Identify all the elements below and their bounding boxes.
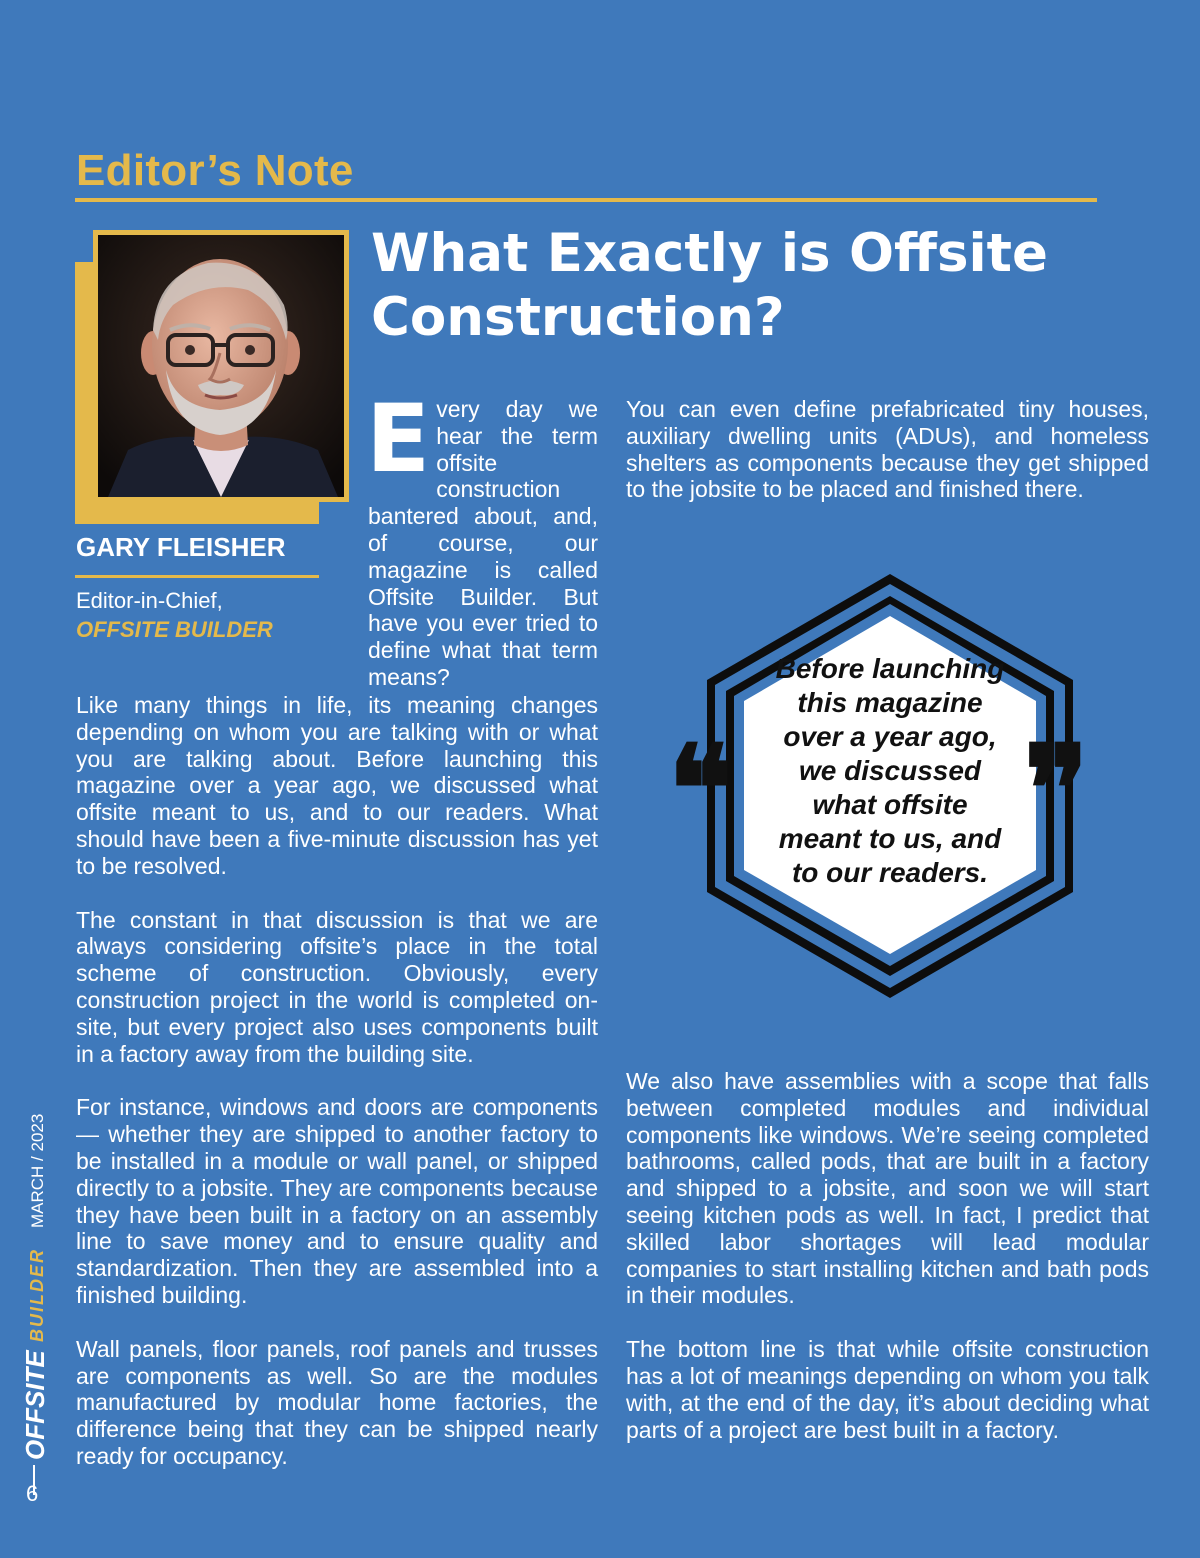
intro-paragraph bbox=[366, 385, 598, 691]
footer-sidebar bbox=[14, 1110, 54, 1510]
drop-cap: E bbox=[366, 385, 431, 494]
author-portrait-icon bbox=[98, 235, 344, 497]
author-photo bbox=[98, 235, 344, 497]
paragraph-1: very day we hear the term offsite construction bantered about, and, of course, our magazine is called Offsite Builder. But have you ever tried to define what that term means? bbox=[368, 396, 598, 690]
footer-magazine-sub: BUILDER bbox=[27, 1248, 47, 1342]
paragraph-3: The constant in that discussion is that we are always considering offsite’s place in the total scheme of construction. Obviously, every construction project in the world is completed on-site, but every project also uses components built in a factory away from the building site. bbox=[76, 906, 598, 1067]
paragraph-4: For instance, windows and doors are components — whether they are shipped to another factory to be installed in a module or wall panel, or shipped directly to a jobsite. They are components because they have been built in a factory on an assembly line to save money and to ensure quality and standardization. Then they are assembled into a finished building. bbox=[76, 1094, 598, 1308]
pull-quote-text: Before launching this magazine over a year ago, we discussed what offsite meant to us, and to our readers. bbox=[775, 653, 1005, 888]
author-rule bbox=[75, 575, 319, 578]
right-column-bottom bbox=[626, 1068, 1149, 1443]
open-quote-icon: ❝ bbox=[668, 719, 733, 860]
headline-line-2: Construction? bbox=[371, 287, 785, 348]
section-title: Editor’s Note bbox=[76, 146, 354, 195]
paragraph-6: You can even define prefabricated tiny houses, auxiliary dwelling units (ADUs), and homeless shelters as components because they get shipped to the jobsite to be placed and finished there. bbox=[626, 396, 1149, 503]
paragraph-7: We also have assemblies with a scope that falls between completed modules and individual components like windows. We’re seeing completed bathrooms, called pods, that are built in a factory and shipped to a jobsite, and soon we will start seeing kitchen pods as well. In fact, I predict that skilled labor shortages will lead modular companies to start installing kitchen and bath pods in their modules. bbox=[626, 1068, 1149, 1309]
footer-issue: MARCH / 2023 bbox=[28, 1113, 47, 1228]
paragraph-5: Wall panels, floor panels, roof panels and trusses are components as well. So are the modules manufactured by modular home factories, the difference being that they can be shipped nearly ready for occupancy. bbox=[76, 1335, 598, 1469]
section-rule bbox=[75, 198, 1097, 202]
page-number: 6 bbox=[26, 1481, 39, 1506]
author-role-block bbox=[76, 586, 273, 644]
headline-line-1: What Exactly is Offsite bbox=[371, 223, 1048, 284]
article-headline bbox=[371, 222, 1091, 350]
footer-magazine: OFFSITE bbox=[20, 1350, 50, 1460]
intro-column bbox=[366, 385, 598, 691]
author-publication: OFFSITE BUILDER bbox=[76, 617, 273, 642]
author-name: GARY FLEISHER bbox=[76, 532, 286, 562]
close-quote-icon: ❞ bbox=[1024, 719, 1089, 860]
paragraph-2: Like many things in life, its meaning changes depending on whom you are talking with or what you are talking about. Before launching this magazine over a year ago, we discussed what offsite meant to us, and to our readers. What should have been a five-minute discussion has yet to be resolved. bbox=[76, 692, 598, 879]
paragraph-8: The bottom line is that while offsite construction has a lot of meanings depending on whom you talk with, at the end of the day, it’s about deciding what parts of a project are best built in a factory. bbox=[626, 1336, 1149, 1443]
right-column-top bbox=[626, 396, 1149, 503]
left-column bbox=[76, 692, 598, 1470]
author-role: Editor-in-Chief, bbox=[76, 588, 223, 613]
